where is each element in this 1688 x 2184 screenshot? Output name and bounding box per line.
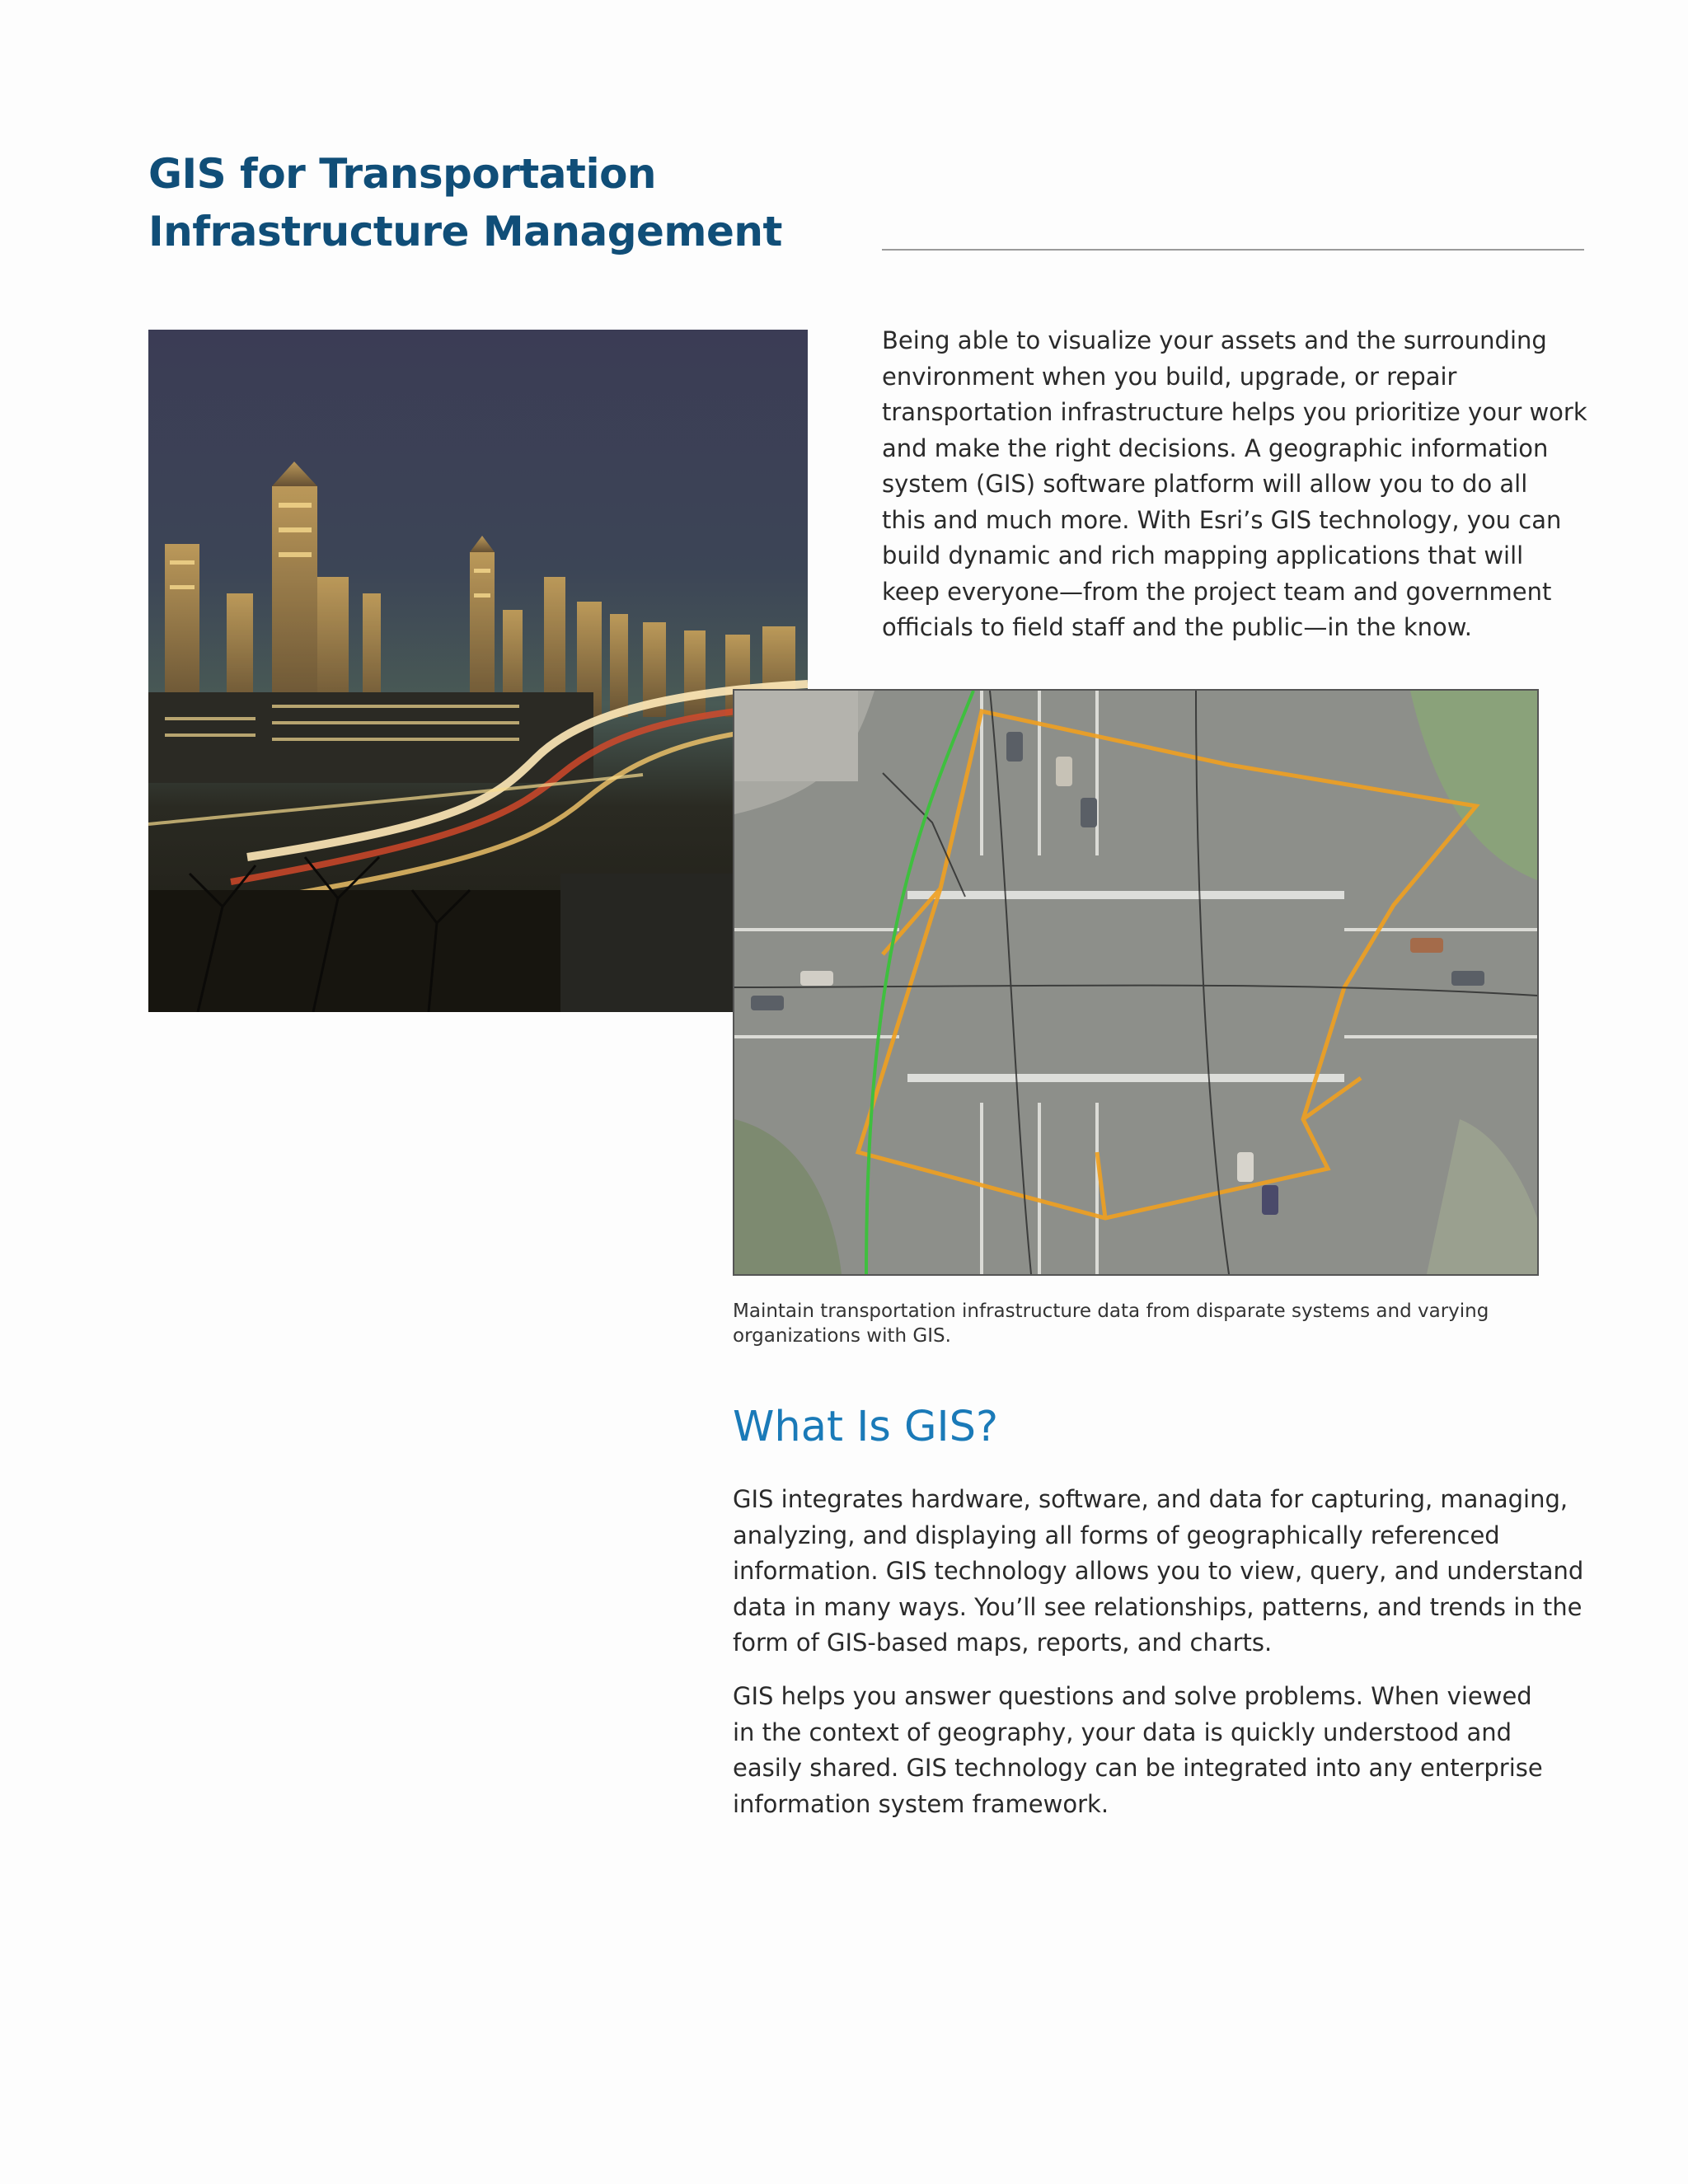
caption-line: Maintain transportation infrastructure data from disparate systems and varying [733,1301,1489,1322]
paragraph-line: data in many ways. You’ll see relationships, patterns, and trends in the [733,1592,1582,1621]
aerial-intersection-map [733,689,1539,1276]
intro-line: transportation infrastructure helps you prioritize your work [882,398,1587,426]
intro-line: officials to field staff and the public—in the know. [882,613,1473,641]
section-title: What Is GIS? [733,1403,999,1451]
paragraph-line: in the context of geography, your data is quickly understood and [733,1718,1512,1746]
page-title-line: Infrastructure Management [148,208,782,255]
figure-caption [733,1299,1540,1348]
paragraph-line: GIS integrates hardware, software, and data for capturing, managing, [733,1485,1568,1513]
body-paragraph [733,1482,1584,1661]
intro-paragraph [882,323,1587,646]
intro-line: Being able to visualize your assets and the surrounding [882,326,1547,354]
paragraph-line: information system framework. [733,1789,1109,1818]
city-skyline-photo [148,330,808,1012]
header-rule [882,249,1584,251]
page-title-line: GIS for Transportation [148,150,657,198]
body-paragraph [733,1679,1557,1822]
paragraph-line: information. GIS technology allows you to view, query, and understand [733,1557,1584,1585]
intro-line: system (GIS) software platform will allow you to do all [882,470,1528,498]
caption-line: organizations with GIS. [733,1325,951,1347]
paragraph-line: easily shared. GIS technology can be integrated into any enterprise [733,1754,1543,1782]
intro-line: environment when you build, upgrade, or repair [882,362,1457,391]
page-title [148,145,782,260]
intro-line: this and much more. With Esri’s GIS technology, you can [882,505,1562,534]
paragraph-line: form of GIS-based maps, reports, and charts. [733,1629,1273,1657]
paragraph-line: analyzing, and displaying all forms of geographically referenced [733,1521,1500,1549]
intro-line: and make the right decisions. A geographic information [882,434,1549,462]
intro-line: keep everyone—from the project team and government [882,577,1552,606]
intro-line: build dynamic and rich mapping applications that will [882,541,1524,569]
paragraph-line: GIS helps you answer questions and solve problems. When viewed [733,1682,1532,1710]
